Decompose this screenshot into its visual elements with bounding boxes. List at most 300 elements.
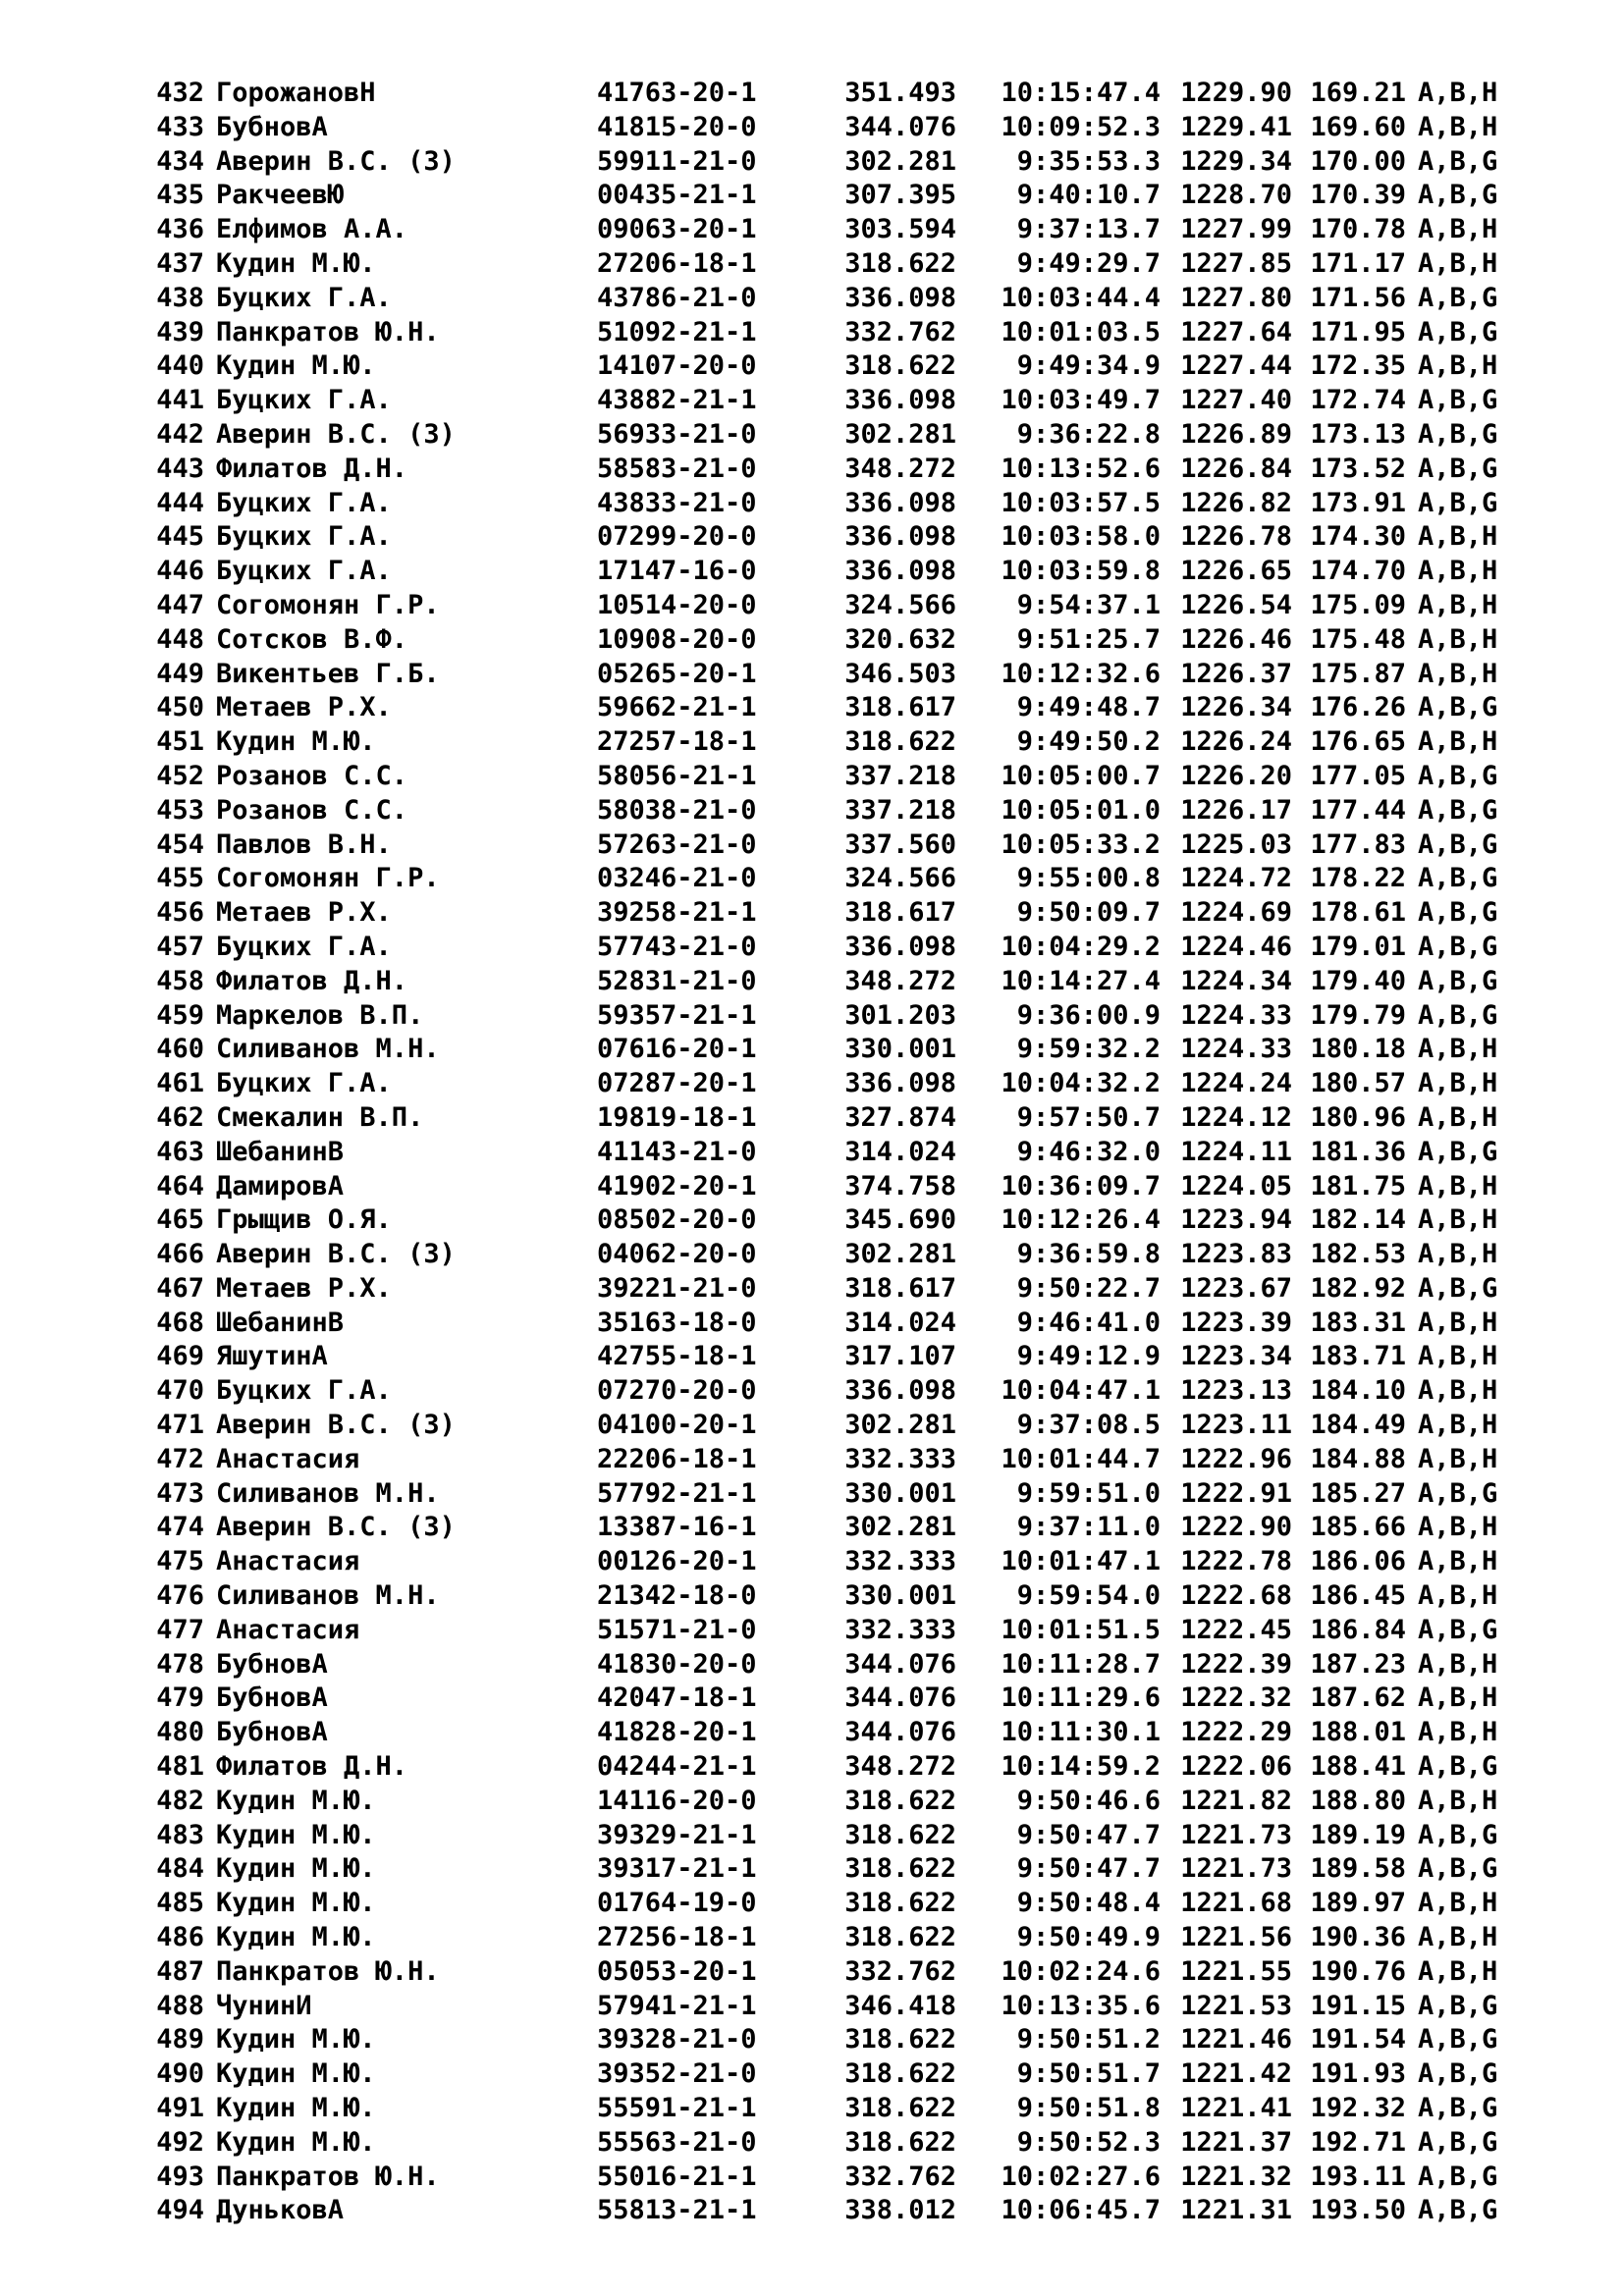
arrival-time-cell: 10:01:44.7 <box>1001 1443 1161 1474</box>
place-cell: 456 <box>156 897 204 929</box>
table-row <box>145 1101 1559 1136</box>
speed-cell: 1228.70 <box>1180 180 1292 211</box>
fancier-name-cell: Филатов Д.Н. <box>216 1751 408 1783</box>
speed-cell: 1226.24 <box>1180 726 1292 758</box>
ring-number-cell: 00126-20-1 <box>597 1546 757 1577</box>
coefficient-cell: 170.00 <box>1310 145 1406 177</box>
ring-number-cell: 51571-21-0 <box>597 1614 757 1645</box>
coefficient-cell: 179.40 <box>1310 965 1406 996</box>
speed-cell: 1221.82 <box>1180 1785 1292 1816</box>
table-row <box>145 1511 1559 1545</box>
distance-cell: 337.218 <box>844 794 956 826</box>
distance-cell: 324.566 <box>844 589 956 620</box>
speed-cell: 1227.40 <box>1180 385 1292 416</box>
fancier-name-cell: Кудин М.Ю. <box>216 1922 376 1953</box>
fancier-name-cell: Панкратов Ю.Н. <box>216 316 440 347</box>
ring-number-cell: 42755-18-1 <box>597 1341 757 1372</box>
table-row <box>145 1648 1559 1682</box>
distance-cell: 336.098 <box>844 487 956 518</box>
coefficient-cell: 180.57 <box>1310 1068 1406 1099</box>
place-cell: 438 <box>156 282 204 313</box>
table-row <box>145 623 1559 658</box>
ring-number-cell: 55591-21-1 <box>597 2093 757 2124</box>
results-table <box>145 77 1559 2228</box>
fancier-name-cell: БубновА <box>216 1648 328 1680</box>
table-row <box>145 316 1559 350</box>
arrival-time-cell: 9:37:13.7 <box>1016 214 1161 245</box>
distance-cell: 344.076 <box>844 1682 956 1714</box>
place-cell: 493 <box>156 2161 204 2192</box>
speed-cell: 1229.90 <box>1180 78 1292 108</box>
fancier-name-cell: Сотсков В.Ф. <box>216 623 408 655</box>
table-row <box>145 1340 1559 1374</box>
speed-cell: 1226.37 <box>1180 658 1292 689</box>
speed-cell: 1227.99 <box>1180 214 1292 245</box>
place-cell: 455 <box>156 863 204 894</box>
table-row <box>145 418 1559 453</box>
flags-cell: A,B,G <box>1418 897 1498 929</box>
fancier-name-cell: БубновА <box>216 1682 328 1714</box>
table-row <box>145 2023 1559 2057</box>
flags-cell: A,B,G <box>1418 2093 1498 2124</box>
coefficient-cell: 188.41 <box>1310 1751 1406 1783</box>
flags-cell: A,B,H <box>1418 556 1498 587</box>
flags-cell: A,B,H <box>1418 1922 1498 1953</box>
speed-cell: 1221.73 <box>1180 1819 1292 1850</box>
flags-cell: A,B,H <box>1418 1955 1498 1987</box>
distance-cell: 302.281 <box>844 145 956 177</box>
place-cell: 483 <box>156 1819 204 1850</box>
coefficient-cell: 183.71 <box>1310 1341 1406 1372</box>
distance-cell: 345.690 <box>844 1204 956 1236</box>
arrival-time-cell: 9:54:37.1 <box>1016 589 1161 620</box>
place-cell: 469 <box>156 1341 204 1372</box>
distance-cell: 302.281 <box>844 1512 956 1543</box>
arrival-time-cell: 9:46:32.0 <box>1016 1136 1161 1167</box>
speed-cell: 1222.91 <box>1180 1477 1292 1509</box>
place-cell: 440 <box>156 350 204 382</box>
distance-cell: 336.098 <box>844 521 956 553</box>
ring-number-cell: 00435-21-1 <box>597 180 757 211</box>
arrival-time-cell: 9:50:48.4 <box>1016 1888 1161 1919</box>
place-cell: 481 <box>156 1751 204 1783</box>
flags-cell: A,B,G <box>1418 828 1498 860</box>
distance-cell: 318.622 <box>844 1785 956 1816</box>
place-cell: 448 <box>156 623 204 655</box>
fancier-name-cell: Кудин М.Ю. <box>216 726 376 758</box>
table-row <box>145 1545 1559 1579</box>
distance-cell: 346.503 <box>844 658 956 689</box>
arrival-time-cell: 10:09:52.3 <box>1001 111 1161 142</box>
distance-cell: 332.762 <box>844 316 956 347</box>
distance-cell: 351.493 <box>844 78 956 108</box>
fancier-name-cell: Кудин М.Ю. <box>216 1785 376 1816</box>
coefficient-cell: 191.93 <box>1310 2058 1406 2090</box>
ring-number-cell: 35163-18-0 <box>597 1307 757 1338</box>
flags-cell: A,B,G <box>1418 1990 1498 2021</box>
coefficient-cell: 174.70 <box>1310 556 1406 587</box>
table-row <box>145 1409 1559 1443</box>
flags-cell: A,B,H <box>1418 1785 1498 1816</box>
arrival-time-cell: 10:14:59.2 <box>1001 1751 1161 1783</box>
coefficient-cell: 185.66 <box>1310 1512 1406 1543</box>
coefficient-cell: 193.50 <box>1310 2195 1406 2226</box>
distance-cell: 332.762 <box>844 2161 956 2192</box>
table-row <box>145 1579 1559 1614</box>
fancier-name-cell: Маркелов В.П. <box>216 999 424 1031</box>
arrival-time-cell: 9:50:51.7 <box>1016 2058 1161 2090</box>
table-row <box>145 179 1559 213</box>
fancier-name-cell: Кудин М.Ю. <box>216 350 376 382</box>
flags-cell: A,B,G <box>1418 863 1498 894</box>
ring-number-cell: 57792-21-1 <box>597 1477 757 1509</box>
coefficient-cell: 189.97 <box>1310 1888 1406 1919</box>
flags-cell: A,B,H <box>1418 726 1498 758</box>
distance-cell: 318.617 <box>844 692 956 723</box>
fancier-name-cell: Буцких Г.А. <box>216 1375 392 1407</box>
distance-cell: 314.024 <box>844 1307 956 1338</box>
arrival-time-cell: 10:15:47.4 <box>1001 78 1161 108</box>
flags-cell: A,B,H <box>1418 1341 1498 1372</box>
arrival-time-cell: 10:11:28.7 <box>1001 1648 1161 1680</box>
ring-number-cell: 59662-21-1 <box>597 692 757 723</box>
ring-number-cell: 03246-21-0 <box>597 863 757 894</box>
speed-cell: 1224.33 <box>1180 999 1292 1031</box>
coefficient-cell: 187.62 <box>1310 1682 1406 1714</box>
arrival-time-cell: 10:04:29.2 <box>1001 931 1161 962</box>
table-row <box>145 691 1559 725</box>
table-row <box>145 1374 1559 1409</box>
table-row <box>145 2194 1559 2228</box>
coefficient-cell: 179.79 <box>1310 999 1406 1031</box>
ring-number-cell: 58056-21-1 <box>597 760 757 791</box>
ring-number-cell: 39258-21-1 <box>597 897 757 929</box>
distance-cell: 318.622 <box>844 247 956 279</box>
arrival-time-cell: 9:49:34.9 <box>1016 350 1161 382</box>
ring-number-cell: 14107-20-0 <box>597 350 757 382</box>
speed-cell: 1226.82 <box>1180 487 1292 518</box>
coefficient-cell: 175.48 <box>1310 623 1406 655</box>
distance-cell: 318.622 <box>844 726 956 758</box>
ring-number-cell: 41830-20-0 <box>597 1648 757 1680</box>
flags-cell: A,B,G <box>1418 931 1498 962</box>
arrival-time-cell: 9:50:46.6 <box>1016 1785 1161 1816</box>
speed-cell: 1226.17 <box>1180 794 1292 826</box>
speed-cell: 1226.46 <box>1180 623 1292 655</box>
coefficient-cell: 174.30 <box>1310 521 1406 553</box>
flags-cell: A,B,H <box>1418 350 1498 382</box>
flags-cell: A,B,G <box>1418 180 1498 211</box>
table-row <box>145 1716 1559 1750</box>
place-cell: 434 <box>156 145 204 177</box>
coefficient-cell: 181.36 <box>1310 1136 1406 1167</box>
place-cell: 461 <box>156 1068 204 1099</box>
flags-cell: A,B,G <box>1418 692 1498 723</box>
speed-cell: 1222.32 <box>1180 1682 1292 1714</box>
arrival-time-cell: 9:50:22.7 <box>1016 1272 1161 1304</box>
ring-number-cell: 04062-20-0 <box>597 1239 757 1270</box>
speed-cell: 1222.29 <box>1180 1717 1292 1748</box>
table-row <box>145 1443 1559 1477</box>
place-cell: 443 <box>156 453 204 484</box>
table-row <box>145 589 1559 623</box>
flags-cell: A,B,G <box>1418 418 1498 450</box>
table-row <box>145 282 1559 316</box>
arrival-time-cell: 10:01:03.5 <box>1001 316 1161 347</box>
ring-number-cell: 10908-20-0 <box>597 623 757 655</box>
place-cell: 467 <box>156 1272 204 1304</box>
distance-cell: 302.281 <box>844 1239 956 1270</box>
place-cell: 437 <box>156 247 204 279</box>
fancier-name-cell: Кудин М.Ю. <box>216 2093 376 2124</box>
ring-number-cell: 57941-21-1 <box>597 1990 757 2021</box>
distance-cell: 344.076 <box>844 1717 956 1748</box>
table-row <box>145 1136 1559 1170</box>
place-cell: 489 <box>156 2024 204 2056</box>
arrival-time-cell: 10:01:47.1 <box>1001 1546 1161 1577</box>
coefficient-cell: 171.17 <box>1310 247 1406 279</box>
arrival-time-cell: 9:55:00.8 <box>1016 863 1161 894</box>
ring-number-cell: 57263-21-0 <box>597 828 757 860</box>
arrival-time-cell: 10:14:27.4 <box>1001 965 1161 996</box>
arrival-time-cell: 9:36:00.9 <box>1016 999 1161 1031</box>
place-cell: 473 <box>156 1477 204 1509</box>
arrival-time-cell: 10:12:32.6 <box>1001 658 1161 689</box>
arrival-time-cell: 10:04:32.2 <box>1001 1068 1161 1099</box>
fancier-name-cell: Метаев Р.Х. <box>216 692 392 723</box>
ring-number-cell: 27257-18-1 <box>597 726 757 758</box>
speed-cell: 1226.54 <box>1180 589 1292 620</box>
distance-cell: 303.594 <box>844 214 956 245</box>
table-row <box>145 2092 1559 2126</box>
fancier-name-cell: БубновА <box>216 111 328 142</box>
ring-number-cell: 51092-21-1 <box>597 316 757 347</box>
distance-cell: 332.762 <box>844 1955 956 1987</box>
arrival-time-cell: 9:36:22.8 <box>1016 418 1161 450</box>
flags-cell: A,B,H <box>1418 1512 1498 1543</box>
fancier-name-cell: Филатов Д.Н. <box>216 453 408 484</box>
place-cell: 459 <box>156 999 204 1031</box>
coefficient-cell: 175.09 <box>1310 589 1406 620</box>
arrival-time-cell: 10:01:51.5 <box>1001 1614 1161 1645</box>
speed-cell: 1222.68 <box>1180 1580 1292 1612</box>
arrival-time-cell: 9:50:49.9 <box>1016 1922 1161 1953</box>
coefficient-cell: 172.35 <box>1310 350 1406 382</box>
speed-cell: 1226.65 <box>1180 556 1292 587</box>
table-row <box>145 1921 1559 1955</box>
fancier-name-cell: Кудин М.Ю. <box>216 247 376 279</box>
table-row <box>145 145 1559 180</box>
speed-cell: 1222.06 <box>1180 1751 1292 1783</box>
table-row <box>145 1682 1559 1716</box>
fancier-name-cell: ГорожановН <box>216 78 376 108</box>
coefficient-cell: 182.92 <box>1310 1272 1406 1304</box>
speed-cell: 1221.41 <box>1180 2093 1292 2124</box>
coefficient-cell: 173.13 <box>1310 418 1406 450</box>
flags-cell: A,B,H <box>1418 78 1498 108</box>
arrival-time-cell: 9:50:09.7 <box>1016 897 1161 929</box>
fancier-name-cell: Розанов С.С. <box>216 794 408 826</box>
table-row <box>145 1887 1559 1921</box>
place-cell: 490 <box>156 2058 204 2090</box>
ring-number-cell: 05265-20-1 <box>597 658 757 689</box>
fancier-name-cell: ЧунинИ <box>216 1990 312 2021</box>
arrival-time-cell: 9:59:54.0 <box>1016 1580 1161 1612</box>
speed-cell: 1223.11 <box>1180 1410 1292 1441</box>
coefficient-cell: 184.49 <box>1310 1410 1406 1441</box>
place-cell: 462 <box>156 1101 204 1133</box>
flags-cell: A,B,H <box>1418 1443 1498 1474</box>
arrival-time-cell: 9:50:51.8 <box>1016 2093 1161 2124</box>
table-row <box>145 247 1559 282</box>
place-cell: 474 <box>156 1512 204 1543</box>
ring-number-cell: 41815-20-0 <box>597 111 757 142</box>
arrival-time-cell: 9:36:59.8 <box>1016 1239 1161 1270</box>
table-row <box>145 1033 1559 1067</box>
coefficient-cell: 180.96 <box>1310 1101 1406 1133</box>
speed-cell: 1221.53 <box>1180 1990 1292 2021</box>
place-cell: 436 <box>156 214 204 245</box>
flags-cell: A,B,H <box>1418 589 1498 620</box>
ring-number-cell: 52831-21-0 <box>597 965 757 996</box>
flags-cell: A,B,G <box>1418 760 1498 791</box>
fancier-name-cell: Буцких Г.А. <box>216 556 392 587</box>
ring-number-cell: 42047-18-1 <box>597 1682 757 1714</box>
distance-cell: 330.001 <box>844 1580 956 1612</box>
speed-cell: 1226.84 <box>1180 453 1292 484</box>
table-row <box>145 2161 1559 2195</box>
ring-number-cell: 10514-20-0 <box>597 589 757 620</box>
place-cell: 482 <box>156 1785 204 1816</box>
distance-cell: 318.622 <box>844 1819 956 1850</box>
speed-cell: 1221.55 <box>1180 1955 1292 1987</box>
distance-cell: 336.098 <box>844 931 956 962</box>
table-row <box>145 77 1559 111</box>
place-cell: 463 <box>156 1136 204 1167</box>
place-cell: 487 <box>156 1955 204 1987</box>
fancier-name-cell: Аверин В.С. (З) <box>216 1512 456 1543</box>
table-row <box>145 555 1559 589</box>
table-row <box>145 1955 1559 1990</box>
coefficient-cell: 182.53 <box>1310 1239 1406 1270</box>
table-row <box>145 1307 1559 1341</box>
distance-cell: 318.622 <box>844 1922 956 1953</box>
ring-number-cell: 27256-18-1 <box>597 1922 757 1953</box>
ring-number-cell: 55563-21-0 <box>597 2126 757 2158</box>
ring-number-cell: 59357-21-1 <box>597 999 757 1031</box>
distance-cell: 318.622 <box>844 2093 956 2124</box>
speed-cell: 1221.37 <box>1180 2126 1292 2158</box>
fancier-name-cell: Павлов В.Н. <box>216 828 392 860</box>
coefficient-cell: 169.21 <box>1310 78 1406 108</box>
coefficient-cell: 191.15 <box>1310 1990 1406 2021</box>
ring-number-cell: 39329-21-1 <box>597 1819 757 1850</box>
speed-cell: 1221.56 <box>1180 1922 1292 1953</box>
coefficient-cell: 182.14 <box>1310 1204 1406 1236</box>
speed-cell: 1227.64 <box>1180 316 1292 347</box>
place-cell: 492 <box>156 2126 204 2158</box>
table-row <box>145 1170 1559 1204</box>
place-cell: 441 <box>156 385 204 416</box>
coefficient-cell: 176.26 <box>1310 692 1406 723</box>
distance-cell: 348.272 <box>844 965 956 996</box>
ring-number-cell: 14116-20-0 <box>597 1785 757 1816</box>
table-row <box>145 487 1559 521</box>
coefficient-cell: 185.27 <box>1310 1477 1406 1509</box>
fancier-name-cell: Викентьев Г.Б. <box>216 658 440 689</box>
arrival-time-cell: 10:05:33.2 <box>1001 828 1161 860</box>
table-row <box>145 1990 1559 2024</box>
coefficient-cell: 184.10 <box>1310 1375 1406 1407</box>
distance-cell: 314.024 <box>844 1136 956 1167</box>
coefficient-cell: 173.91 <box>1310 487 1406 518</box>
place-cell: 460 <box>156 1034 204 1065</box>
coefficient-cell: 186.06 <box>1310 1546 1406 1577</box>
fancier-name-cell: Аверин В.С. (З) <box>216 145 456 177</box>
arrival-time-cell: 10:02:24.6 <box>1001 1955 1161 1987</box>
flags-cell: A,B,G <box>1418 1272 1498 1304</box>
table-row <box>145 520 1559 555</box>
speed-cell: 1221.73 <box>1180 1853 1292 1885</box>
coefficient-cell: 172.74 <box>1310 385 1406 416</box>
distance-cell: 302.281 <box>844 1410 956 1441</box>
ring-number-cell: 27206-18-1 <box>597 247 757 279</box>
flags-cell: A,B,G <box>1418 999 1498 1031</box>
table-row <box>145 2057 1559 2092</box>
flags-cell: A,B,H <box>1418 1682 1498 1714</box>
flags-cell: A,B,G <box>1418 1477 1498 1509</box>
coefficient-cell: 178.61 <box>1310 897 1406 929</box>
arrival-time-cell: 10:03:59.8 <box>1001 556 1161 587</box>
distance-cell: 318.617 <box>844 897 956 929</box>
ring-number-cell: 01764-19-0 <box>597 1888 757 1919</box>
arrival-time-cell: 10:06:45.7 <box>1001 2195 1161 2226</box>
speed-cell: 1229.41 <box>1180 111 1292 142</box>
arrival-time-cell: 10:04:47.1 <box>1001 1375 1161 1407</box>
place-cell: 486 <box>156 1922 204 1953</box>
arrival-time-cell: 10:03:58.0 <box>1001 521 1161 553</box>
fancier-name-cell: Силиванов М.Н. <box>216 1034 440 1065</box>
distance-cell: 336.098 <box>844 282 956 313</box>
table-row <box>145 931 1559 965</box>
speed-cell: 1221.68 <box>1180 1888 1292 1919</box>
place-cell: 444 <box>156 487 204 518</box>
flags-cell: A,B,G <box>1418 316 1498 347</box>
flags-cell: A,B,G <box>1418 1853 1498 1885</box>
speed-cell: 1223.39 <box>1180 1307 1292 1338</box>
table-row <box>145 760 1559 794</box>
fancier-name-cell: Грыщив О.Я. <box>216 1204 392 1236</box>
ring-number-cell: 39328-21-0 <box>597 2024 757 2056</box>
speed-cell: 1223.67 <box>1180 1272 1292 1304</box>
fancier-name-cell: Буцких Г.А. <box>216 487 392 518</box>
flags-cell: A,B,G <box>1418 282 1498 313</box>
place-cell: 453 <box>156 794 204 826</box>
table-row <box>145 1785 1559 1819</box>
fancier-name-cell: Смекалин В.П. <box>216 1101 424 1133</box>
ring-number-cell: 41143-21-0 <box>597 1136 757 1167</box>
distance-cell: 318.622 <box>844 1888 956 1919</box>
table-row <box>145 1238 1559 1272</box>
ring-number-cell: 39317-21-1 <box>597 1853 757 1885</box>
place-cell: 439 <box>156 316 204 347</box>
speed-cell: 1224.34 <box>1180 965 1292 996</box>
distance-cell: 330.001 <box>844 1477 956 1509</box>
ring-number-cell: 58583-21-0 <box>597 453 757 484</box>
arrival-time-cell: 10:05:00.7 <box>1001 760 1161 791</box>
fancier-name-cell: БубновА <box>216 1717 328 1748</box>
fancier-name-cell: Аверин В.С. (З) <box>216 1410 456 1441</box>
